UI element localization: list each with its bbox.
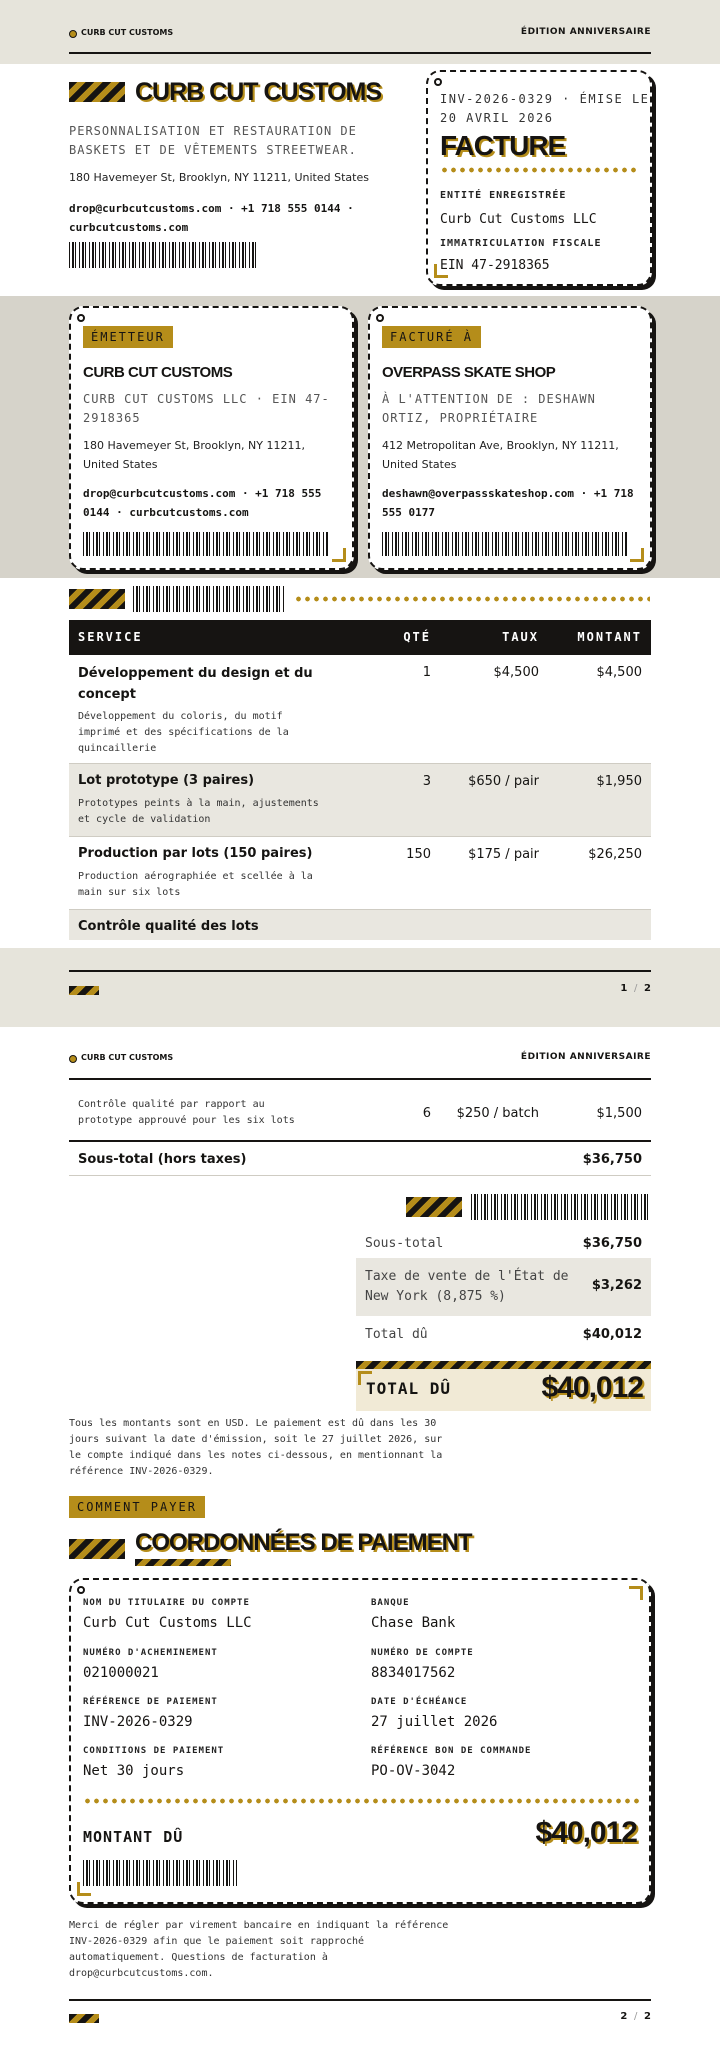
row-rate: $175 / pair	[468, 847, 539, 862]
pay-field-label: NOM DU TITULAIRE DU COMPTE	[83, 1598, 250, 1608]
row-desc: Prototypes peints à la main, ajustements et cycle de validation	[78, 798, 319, 825]
table-dots	[294, 595, 650, 603]
pay-barcode	[83, 1860, 237, 1886]
page-header	[69, 26, 651, 54]
invoice-dots	[440, 166, 640, 174]
logo-hazard-stripe	[69, 82, 125, 102]
invoice-meta: INV-2026-0329 · ÉMISE LE 20 AVRIL 2026	[440, 92, 650, 125]
totals-value: $36,750	[582, 1236, 642, 1251]
totals-row	[356, 1316, 651, 1352]
pay-field-value: Chase Bank	[371, 1615, 456, 1631]
table-row	[69, 837, 651, 910]
brand-dot-icon	[69, 30, 77, 38]
amount-due-label: MONTANT DÛ	[83, 1828, 184, 1846]
issuer-sub: CURB CUT CUSTOMS LLC · EIN 47-2918365	[83, 392, 330, 425]
billto-card	[368, 306, 652, 570]
page-current: 2	[620, 2011, 628, 2022]
issuer-tag: ÉMETTEUR	[83, 326, 173, 348]
header-brand: CURB CUT CUSTOMS	[81, 28, 174, 37]
pay-field-value: 8834017562	[371, 1665, 456, 1681]
page-total: 2	[644, 983, 651, 994]
footer-hazard-stripe	[69, 2014, 99, 2023]
page-header	[69, 1050, 651, 1080]
row-qty: 6	[422, 1106, 431, 1121]
brand-dot-icon	[69, 1055, 77, 1063]
footer-note: Merci de régler par virement bancaire en indiquant la référence INV-2026-0329 afin que le paiement soit rapproché automatiquement. Questions de facturation à drop@curbcutcustoms.com.	[69, 1920, 449, 1979]
banner-hazard-stripe	[356, 1361, 651, 1369]
entity-label: ENTITÉ ENREGISTRÉE	[440, 190, 567, 201]
row-amount: $4,500	[596, 665, 642, 680]
entity-value: Curb Cut Customs LLC	[440, 212, 597, 227]
billto-contact: deshawn@overpassskateshop.com · +1 718 555 0177	[382, 487, 634, 519]
pay-field-value: Net 30 jours	[83, 1763, 185, 1779]
amount-due-value: $40,012	[535, 1816, 637, 1849]
billto-address: 412 Metropolitan Ave, Brooklyn, NY 11211, United States	[382, 439, 619, 471]
pay-field-value: 27 juillet 2026	[371, 1714, 498, 1730]
tax-value: EIN 47-2918365	[440, 258, 550, 273]
invoice-title: FACTURE	[440, 130, 566, 161]
header-brand: CURB CUT CUSTOMS	[81, 1053, 174, 1062]
totals-label: Total dû	[365, 1327, 428, 1342]
pay-field-value: 021000021	[83, 1665, 159, 1681]
total-banner	[356, 1361, 651, 1411]
total-banner-label: TOTAL DÛ	[366, 1379, 452, 1398]
totals-label: Sous-total	[365, 1236, 444, 1251]
row-title: Lot prototype (3 paires)	[78, 773, 255, 788]
billto-tag: FACTURÉ À	[382, 326, 481, 348]
totals-hazard-stripe	[406, 1197, 462, 1217]
issuer-contact: drop@curbcutcustoms.com · +1 718 555 0144 · curbcutcustoms.com	[83, 487, 322, 519]
issuer-barcode	[83, 532, 329, 556]
row-rate: $4,500	[493, 665, 539, 680]
subtotal-label: Sous-total (hors taxes)	[78, 1152, 247, 1167]
corner-mark	[332, 548, 346, 562]
pay-field-value: PO-OV-3042	[371, 1763, 456, 1779]
pay-hazard-stripe	[69, 1539, 125, 1559]
row-amount: $1,500	[596, 1106, 642, 1121]
company-address: 180 Havemeyer St, Brooklyn, NY 11211, United States	[69, 171, 369, 184]
table-row	[69, 910, 651, 940]
pay-field-label: NUMÉRO D'ACHEMINEMENT	[83, 1648, 218, 1658]
row-qty: 3	[422, 774, 431, 789]
pay-field-value: Curb Cut Customs LLC	[83, 1615, 252, 1631]
col-service: SERVICE	[78, 630, 143, 644]
totals-value: $40,012	[582, 1327, 642, 1342]
billto-sub: À L'ATTENTION DE : DESHAWN ORTIZ, PROPRIÉTAIRE	[382, 392, 596, 425]
page-footer	[69, 1999, 651, 2001]
pay-tag: COMMENT PAYER	[69, 1496, 205, 1518]
totals-row	[356, 1227, 651, 1261]
totals-value: $3,262	[591, 1278, 642, 1293]
pay-field-value: INV-2026-0329	[83, 1714, 193, 1730]
card-ring-icon	[77, 1586, 85, 1594]
billto-name: OVERPASS SKATE SHOP	[382, 364, 556, 381]
header-edition: ÉDITION ANNIVERSAIRE	[520, 27, 651, 37]
row-qty: 150	[406, 847, 431, 862]
subtotal-row	[69, 1140, 651, 1176]
pay-field-label: CONDITIONS DE PAIEMENT	[83, 1746, 225, 1756]
pay-field-label: DATE D'ÉCHÉANCE	[371, 1697, 468, 1707]
corner-mark	[77, 1882, 91, 1896]
col-qty: QTÉ	[403, 630, 431, 644]
pay-title-underline	[135, 1559, 231, 1566]
invoice-card	[426, 70, 652, 286]
company-contact: drop@curbcutcustoms.com · +1 718 555 0144 · curbcutcustoms.com	[69, 202, 354, 234]
table-header	[69, 620, 651, 655]
pay-field-label: RÉFÉRENCE BON DE COMMANDE	[371, 1746, 532, 1756]
tax-label: IMMATRICULATION FISCALE	[440, 238, 602, 249]
card-ring-icon	[434, 78, 442, 86]
totals-row	[356, 1258, 651, 1316]
page-footer	[69, 970, 651, 972]
issuer-card	[69, 306, 354, 570]
payment-note: Tous les montants sont en USD. Le paiement est dû dans les 30 jours suivant la date d'émission, soit le 27 juillet 2026, sur le compte indiqué dans les notes ci-dessous, en mentionnant la référence INV-2026-0329.	[69, 1418, 443, 1477]
row-amount: $26,250	[588, 847, 642, 862]
company-barcode	[69, 242, 259, 268]
table-row	[69, 764, 651, 837]
card-ring-icon	[77, 314, 85, 322]
pay-title: COORDONNÉES DE PAIEMENT	[135, 1529, 472, 1556]
issuer-address: 180 Havemeyer St, Brooklyn, NY 11211, United States	[83, 439, 305, 471]
payment-card	[69, 1578, 651, 1904]
page-2	[0, 1027, 720, 2045]
row-rate: $650 / pair	[468, 774, 539, 789]
row-qty: 1	[422, 665, 431, 680]
row-title: Production par lots (150 paires)	[78, 846, 313, 861]
row-amount: $1,950	[596, 774, 642, 789]
issuer-name: CURB CUT CUSTOMS	[83, 364, 233, 381]
subtotal-value: $36,750	[582, 1152, 642, 1167]
table-row	[69, 655, 651, 764]
total-banner-value: $40,012	[541, 1371, 643, 1404]
table-row	[69, 1097, 651, 1137]
row-title: Contrôle qualité des lots	[78, 919, 259, 934]
table-barcode	[133, 586, 285, 612]
pay-field-label: BANQUE	[371, 1598, 410, 1608]
page-number	[620, 983, 651, 994]
corner-mark	[630, 548, 644, 562]
table-hazard-stripe	[69, 589, 125, 609]
page-current: 1	[620, 983, 628, 994]
page-sep: /	[630, 983, 641, 994]
corner-mark	[629, 1586, 643, 1600]
row-desc: Contrôle qualité par rapport au prototype approuvé pour les six lots	[78, 1099, 295, 1126]
page-number	[620, 2011, 651, 2022]
page-sep: /	[630, 2011, 641, 2022]
company-name: CURB CUT CUSTOMS	[135, 78, 382, 106]
header-edition: ÉDITION ANNIVERSAIRE	[520, 1052, 651, 1062]
billto-barcode	[382, 532, 628, 556]
pay-dots	[83, 1797, 639, 1805]
row-rate: $250 / batch	[456, 1106, 539, 1121]
row-desc: Développement du coloris, du motif imprimé et des spécifications de la quincaillerie	[78, 711, 289, 754]
pay-field-label: RÉFÉRENCE DE PAIEMENT	[83, 1697, 218, 1707]
card-ring-icon	[376, 314, 384, 322]
pay-field-label: NUMÉRO DE COMPTE	[371, 1648, 474, 1658]
row-title: Développement du design et du concept	[78, 666, 313, 702]
footer-hazard-stripe	[69, 986, 99, 995]
totals-label: Taxe de vente de l'État de New York (8,875 %)	[365, 1269, 569, 1304]
corner-mark	[434, 264, 448, 278]
totals-barcode	[471, 1194, 651, 1220]
row-desc: Production aérographiée et scellée à la main sur six lots	[78, 871, 313, 898]
company-tagline: PERSONNALISATION ET RESTAURATION DE BASKETS ET DE VÊTEMENTS STREETWEAR.	[69, 124, 357, 157]
page-total: 2	[644, 2011, 651, 2022]
col-rate: TAUX	[502, 630, 539, 644]
col-amount: MONTANT	[577, 630, 642, 644]
